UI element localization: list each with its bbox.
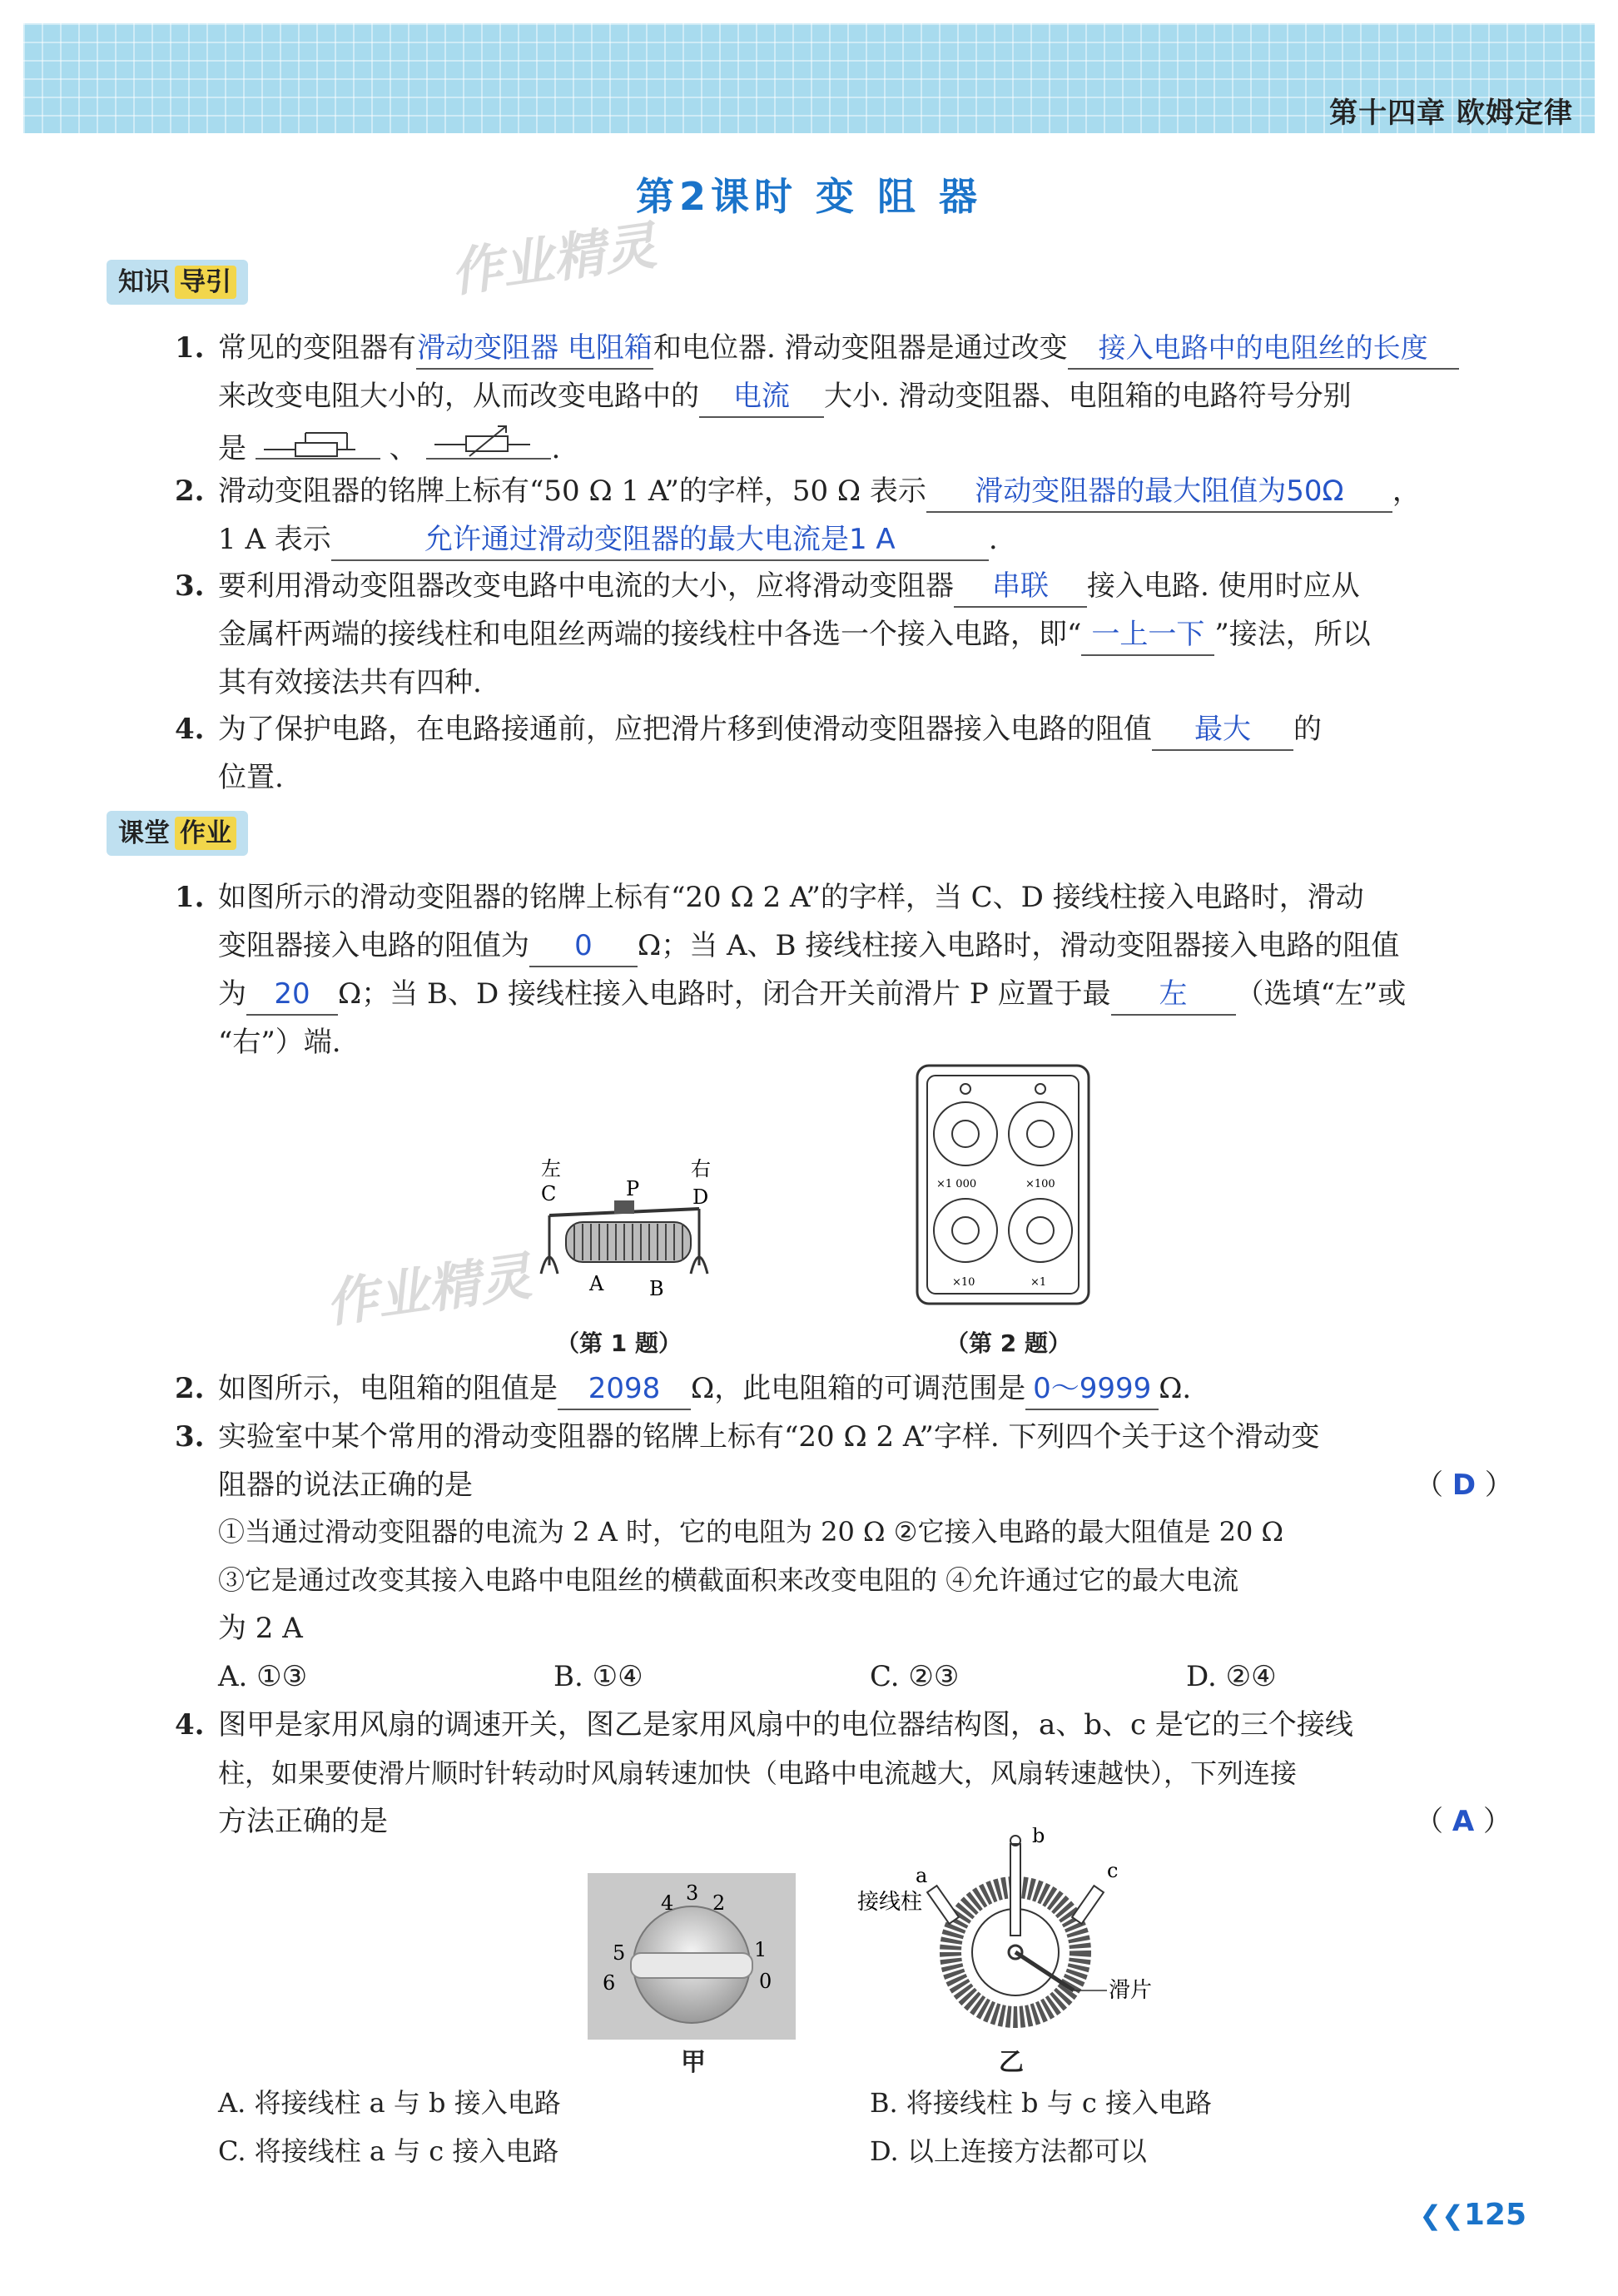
answer-choice: A — [1452, 1805, 1475, 1838]
option-b: B. 将接线柱 b 与 c 接入电路 — [870, 2087, 1212, 2119]
question-text: 金属杆两端的接线柱和电阻丝两端的接线柱中各选一个接入电路，即“ — [218, 618, 1082, 651]
question-line: “右”）端. — [218, 1026, 341, 1059]
question-text: 来改变电阻大小的，从而改变电路中的 — [218, 380, 699, 413]
section-tag-knowledge — [107, 260, 248, 305]
question-line — [218, 706, 1322, 753]
answer-blank: 接入电路中的电阻丝的长度 — [1068, 328, 1459, 370]
slider-label: 滑片 — [1109, 1978, 1153, 2003]
question-text: 滑动变阻器的铭牌上标有“50 Ω 1 A”的字样，50 Ω 表示 — [218, 475, 926, 508]
answer-blank: 2098 — [558, 1369, 691, 1410]
question-line — [218, 922, 1399, 969]
resistance-box-symbol-icon — [426, 421, 551, 458]
question-line: 柱，如果要使滑片顺时针转动时风扇转速加快（电路中电流越大，风扇转速越快），下列连接 — [218, 1757, 1298, 1789]
fan-speed-switch-figure — [588, 1873, 796, 2040]
label-a: A — [589, 1272, 604, 1295]
question-text: 的 — [1293, 713, 1322, 746]
answer-choice: D — [1452, 1469, 1477, 1502]
question-text: 、 — [389, 432, 418, 465]
rheostat-symbol — [256, 421, 380, 460]
label-b: B — [649, 1277, 664, 1300]
question-line — [218, 1365, 1191, 1412]
resistance-box-symbol — [426, 421, 551, 460]
watermark: 作业精灵 — [321, 1245, 535, 1334]
watermark: 作业精灵 — [446, 215, 660, 304]
question-text: 要利用滑动变阻器改变电路中电流的大小，应将滑动变阻器 — [218, 569, 954, 603]
answer-blank: 最大 — [1152, 709, 1293, 751]
question-text: . — [988, 523, 998, 556]
question-text: Ω；当 B、D 接线柱接入电路时，闭合开关前滑片 P 应置于最 — [338, 977, 1111, 1011]
question-line — [218, 468, 1421, 514]
answer-blank: 0 — [529, 926, 638, 967]
question-text: 如图所示，电阻箱的阻值是 — [218, 1372, 558, 1405]
answer-blank: 电流 — [699, 376, 824, 418]
terminal-c-label: c — [1107, 1859, 1119, 1882]
label-right: 右 — [691, 1157, 711, 1180]
question-text: 为 — [218, 977, 246, 1011]
answer-blank: 允许通过滑动变阻器的最大电流是1 A — [331, 519, 989, 561]
multiplier-1: ×1 — [1030, 1276, 1047, 1289]
option-a: A. 将接线柱 a 与 b 接入电路 — [218, 2087, 561, 2119]
question-number: 1. — [175, 331, 205, 365]
question-text: Ω，此电阻箱的可调范围是 — [691, 1372, 1026, 1405]
answer-blank: 一上一下 — [1081, 614, 1214, 656]
multiplier-10: ×10 — [952, 1276, 975, 1289]
question-line — [218, 421, 560, 472]
chevron-left-icon: ❮❮ — [1419, 2199, 1464, 2231]
figure-caption: 乙 — [999, 2048, 1024, 2077]
answer-blank: 20 — [246, 974, 338, 1016]
dial-mark: 4 — [661, 1891, 674, 1915]
question-text: 1 A 表示 — [218, 523, 331, 556]
answer-blank: 滑动变阻器的最大阻值为50Ω — [926, 471, 1392, 513]
dial-mark: 0 — [759, 1970, 772, 1993]
terminal-a-label: a — [916, 1864, 928, 1887]
terminal-b-label: b — [1032, 1827, 1045, 1847]
terminal-label: 接线柱 — [857, 1890, 923, 1915]
label-c: C — [541, 1182, 557, 1205]
option-c: C. ②③ — [870, 1660, 960, 1693]
question-number: 2. — [175, 475, 205, 508]
sliding-rheostat-figure — [516, 1157, 732, 1324]
figure-caption: （第 2 题） — [945, 1329, 1071, 1357]
question-text: 常见的变阻器有 — [218, 331, 416, 365]
multiplier-1000: ×1 000 — [936, 1178, 977, 1190]
answer-blank: 滑动变阻器 电阻箱 — [416, 328, 653, 370]
dial-mark: 6 — [603, 1971, 616, 1995]
question-number: 4. — [175, 713, 205, 746]
section-tag-highlight: 作业 — [175, 817, 236, 850]
statement-line: 为 2 A — [218, 1612, 303, 1645]
page-number — [1419, 2198, 1526, 2232]
dial-mark: 2 — [712, 1891, 726, 1915]
section-tag-classwork — [107, 811, 248, 856]
question-text: 变阻器接入电路的阻值为 — [218, 929, 529, 962]
label-left: 左 — [541, 1157, 561, 1180]
question-line — [218, 373, 1352, 420]
section-tag-highlight: 导引 — [175, 266, 236, 299]
dial-mark: 5 — [613, 1941, 626, 1965]
question-line: 实验室中某个常用的滑动变阻器的铭牌上标有“20 Ω 2 A”字样. 下列四个关于这个滑动变 — [218, 1420, 1320, 1454]
question-text: Ω. — [1159, 1372, 1192, 1405]
dial-mark: 1 — [754, 1938, 767, 1961]
figure-caption: （第 1 题） — [556, 1329, 682, 1357]
question-number: 3. — [175, 569, 205, 603]
question-line: 阻器的说法正确的是 — [218, 1469, 473, 1502]
question-text: 和电位器. 滑动变阻器是通过改变 — [653, 331, 1068, 365]
question-text: ， — [1392, 475, 1421, 508]
question-text: 接入电路. 使用时应从 — [1087, 569, 1360, 603]
question-line: 如图所示的滑动变阻器的铭牌上标有“20 Ω 2 A”的字样，当 C、D 接线柱接入电路时，滑动 — [218, 881, 1364, 914]
question-line — [218, 971, 1406, 1017]
answer-paren: （ D ） — [1415, 1469, 1513, 1502]
question-line — [218, 563, 1360, 609]
answer-blank: 左 — [1111, 974, 1236, 1016]
lesson-title: 第2课时 变 阻 器 — [635, 174, 983, 219]
question-line: 位置. — [218, 761, 284, 794]
question-line — [218, 516, 998, 563]
chapter-title: 第十四章 欧姆定律 — [1329, 97, 1573, 130]
question-line: 图甲是家用风扇的调速开关，图乙是家用风扇中的电位器结构图，a、b、c 是它的三个接线 — [218, 1708, 1353, 1742]
section-tag-label: 知识 — [118, 267, 170, 297]
question-number: 2. — [175, 1372, 205, 1405]
question-text: ”接法，所以 — [1214, 618, 1371, 651]
option-d: D. 以上连接方法都可以 — [870, 2135, 1147, 2167]
option-c: C. 将接线柱 a 与 c 接入电路 — [218, 2135, 559, 2167]
label-d: D — [692, 1185, 709, 1209]
dial-mark: 3 — [686, 1881, 699, 1905]
question-number: 4. — [175, 1708, 205, 1742]
question-number: 3. — [175, 1420, 205, 1454]
label-p: P — [626, 1177, 640, 1200]
statement-line: ③它是通过改变其接入电路中电阻丝的横截面积来改变电阻的 ④允许通过它的最大电流 — [218, 1564, 1239, 1596]
answer-paren: （ A ） — [1415, 1805, 1511, 1838]
answer-blank: 串联 — [954, 566, 1087, 608]
option-b: B. ①④ — [553, 1660, 643, 1693]
potentiometer-figure — [857, 1827, 1157, 2044]
question-text: 为了保护电路，在电路接通前，应把滑片移到使滑动变阻器接入电路的阻值 — [218, 713, 1152, 746]
question-line — [218, 325, 1459, 371]
question-text: 是 — [218, 432, 246, 465]
multiplier-100: ×100 — [1025, 1178, 1055, 1190]
question-text: 大小. 滑动变阻器、电阻箱的电路符号分别 — [824, 380, 1352, 413]
question-text: Ω；当 A、B 接线柱接入电路时，滑动变阻器接入电路的阻值 — [638, 929, 1400, 962]
question-line: 其有效接法共有四种. — [218, 666, 482, 699]
page-number-value: 125 — [1463, 2198, 1526, 2232]
statement-line: ①当通过滑动变阻器的电流为 2 A 时，它的电阻为 20 Ω ②它接入电路的最大阻值是 20 Ω — [218, 1516, 1284, 1548]
figure-caption: 甲 — [681, 2048, 706, 2077]
question-text: . — [551, 432, 561, 465]
option-d: D. ②④ — [1186, 1660, 1277, 1693]
question-text: （选填“左”或 — [1235, 977, 1407, 1011]
question-number: 1. — [175, 881, 205, 914]
resistance-box-figure — [916, 1064, 1090, 1305]
option-a: A. ①③ — [218, 1660, 308, 1693]
question-line: 方法正确的是 — [218, 1805, 388, 1838]
answer-blank: 0～9999 — [1025, 1369, 1159, 1410]
rheostat-symbol-icon — [256, 421, 380, 458]
section-tag-label: 课堂 — [118, 818, 170, 848]
question-line — [218, 611, 1371, 658]
